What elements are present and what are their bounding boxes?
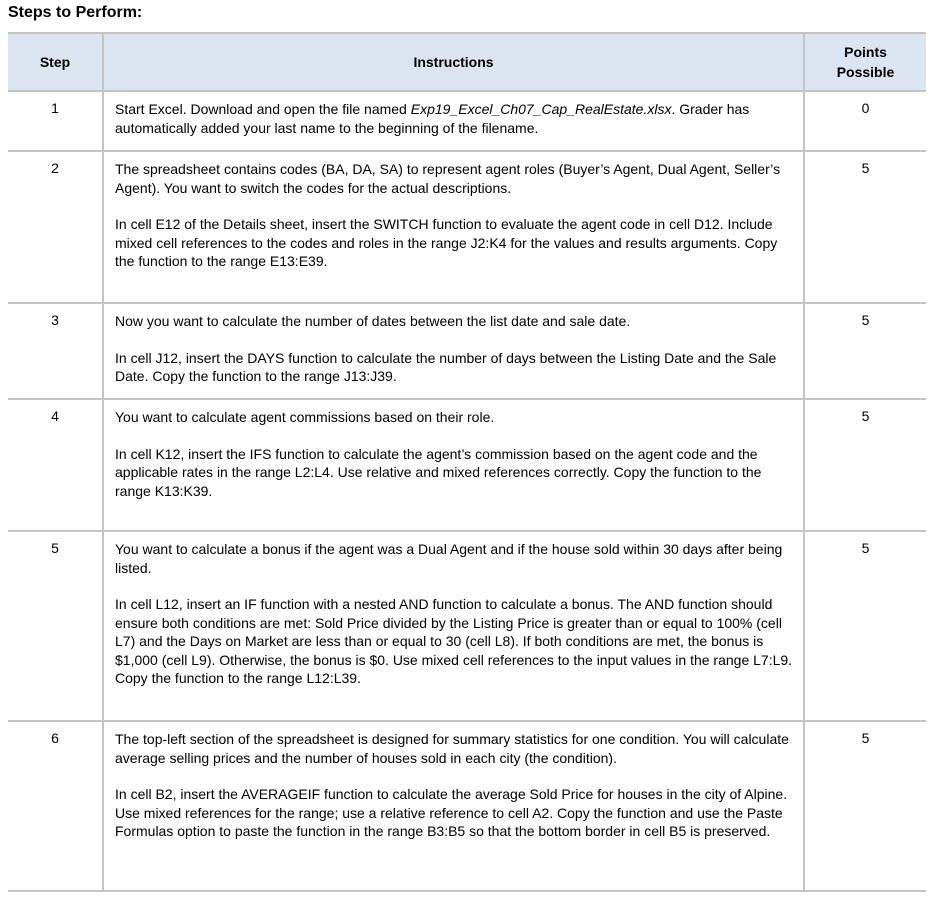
table-row	[8, 400, 926, 532]
instruction-paragraph: The spreadsheet contains codes (BA, DA, SA) to represent agent roles (Buyer’s Agent, Dual Agent, Seller’s Agent). You want to switch the codes for the actual descriptions.	[115, 161, 781, 196]
header-points-line1: Points	[844, 44, 887, 60]
steps-table	[8, 32, 926, 892]
table-row	[8, 304, 926, 400]
step-number: 6	[8, 722, 104, 890]
instruction-text: Start Excel. Download and open the file named	[115, 101, 411, 117]
table-row	[8, 152, 926, 304]
header-instructions: Instructions	[104, 34, 805, 90]
instruction-paragraph	[115, 100, 793, 136]
step-number: 2	[8, 152, 104, 302]
step-number: 3	[8, 304, 104, 398]
header-step: Step	[8, 34, 104, 90]
points-value: 5	[861, 730, 870, 746]
instruction-paragraph: The top-left section of the spreadsheet is designed for summary statistics for one condition. You will calculate average selling prices and the number of houses sold in each city (the condition).	[115, 731, 789, 766]
instruction-text-clip	[115, 100, 793, 136]
header-points-possible	[805, 34, 926, 90]
step-instructions	[104, 92, 805, 150]
step-instructions	[104, 304, 805, 398]
instruction-paragraph: In cell B2, insert the AVERAGEIF function to calculate the average Sold Price for houses in the city of Alpine. Use mixed references for the range; use a relative reference to cell A2. Copy the function and use the Paste Formulas option to paste the function in the range B3:B5 so that the bottom border in cell B5 is preserved.	[115, 786, 788, 839]
step-instructions	[104, 532, 805, 720]
points-value: 0	[861, 100, 870, 116]
table-row	[8, 722, 926, 892]
step-number: 1	[8, 92, 104, 150]
instruction-paragraph: Now you want to calculate the number of dates between the list date and sale date.	[115, 313, 631, 329]
instruction-paragraph: In cell J12, insert the DAYS function to calculate the number of days between the Listing Date and the Sale Date. Copy the function to the range J13:J39.	[115, 349, 777, 384]
instruction-paragraph: In cell L12, insert an IF function with a nested AND function to calculate a bonus. The AND function should ensure both conditions are met: Sold Price divided by the Listing Price is greater than or equal to 100% (cell L7) and the Days on Market are less than or equal to 30 (cell L8). If both conditions are met, the bonus is $1,000 (cell L9). Otherwise, the bonus is $0. Use mixed cell references to the input values in the range L7:L9. Copy the function to the range L12:L39.	[115, 596, 793, 686]
points-value: 5	[861, 540, 870, 556]
step-instructions	[104, 722, 805, 890]
table-row	[8, 92, 926, 152]
table-row	[8, 532, 926, 722]
step-instructions	[104, 400, 805, 530]
instruction-paragraph: You want to calculate agent commissions based on their role.	[115, 409, 495, 425]
step-instructions	[104, 152, 805, 302]
step-number: 4	[8, 400, 104, 530]
page-heading: Steps to Perform:	[8, 4, 143, 21]
header-points-line2: Possible	[836, 64, 895, 80]
instruction-paragraph: In cell K12, insert the IFS function to calculate the agent’s commission based on the agent code and the applicable rates in the range L2:L4. Use relative and mixed references correctly. Copy the function to the range K13:K39.	[115, 445, 762, 499]
instruction-paragraph: You want to calculate a bonus if the agent was a Dual Agent and if the house sold within 30 days after being listed.	[115, 541, 783, 576]
file-name: Exp19_Excel_Ch07_Cap_RealEstate.xlsx	[410, 101, 672, 117]
step-number: 5	[8, 532, 104, 720]
points-value: 5	[861, 408, 870, 424]
instruction-text: . Grader has automatically added your last name to the beginning of the filename.	[115, 101, 750, 136]
points-value: 5	[861, 312, 870, 328]
table-header-row	[8, 32, 926, 92]
points-value: 5	[861, 160, 870, 176]
instruction-paragraph: In cell E12 of the Details sheet, insert the SWITCH function to evaluate the agent code in cell D12. Include mixed cell references to the codes and roles in the range J2:K4 for the values and results arguments. Copy the function to the range E13:E39.	[115, 216, 778, 269]
